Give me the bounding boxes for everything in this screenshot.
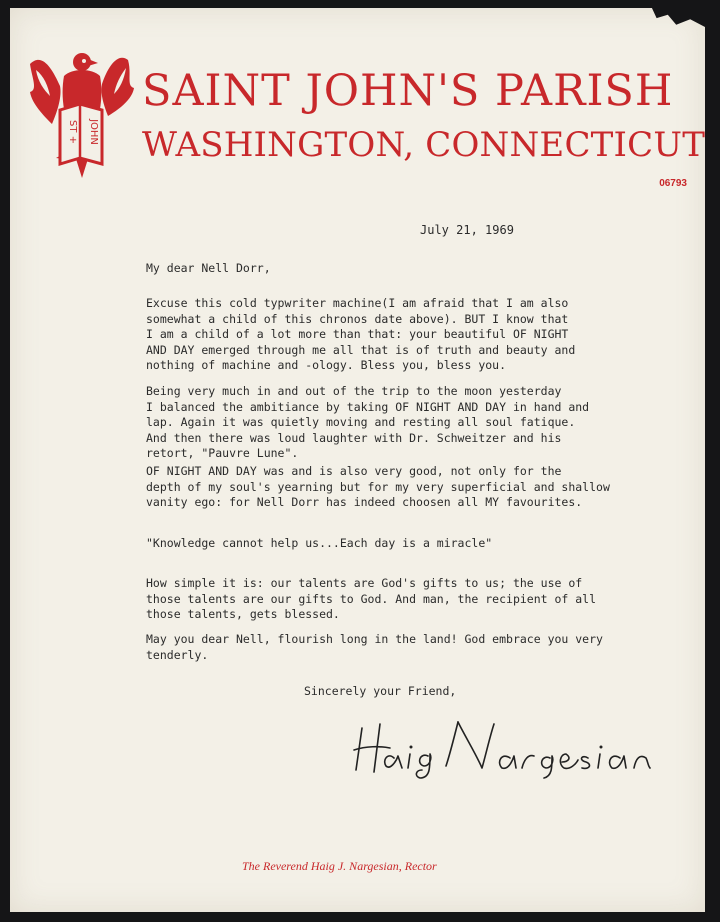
footer-rector-line: The Reverend Haig J. Nargesian, Rector [242,859,437,873]
handwritten-signature [350,714,670,780]
eagle-emblem-icon [22,46,144,181]
paragraph-4: How simple it is: our talents are God's gifts to us; the use of those talents are our gifts to God. And man, the recipient of all those talents, gets blessed. [146,576,597,621]
closing: Sincerely your Friend, [304,684,457,698]
letter-page [10,8,705,912]
emblem-book-left-text: ST + [67,119,78,145]
emblem-book-right-text: JOHN [88,119,99,145]
letterhead-title: SAINT JOHN'S PARISH [142,66,674,116]
quote: "Knowledge cannot help us...Each day is a miracle" [146,536,493,550]
paragraph-3: OF NIGHT AND DAY was and is also very good, not only for the depth of my soul's yearning but for my very superficial and shallow vanity ego: for Nell Dorr has indeed choosen all MY favourites. [146,464,610,509]
zip-code: 06793 [659,178,687,189]
salutation: My dear Nell Dorr, [146,261,271,275]
paragraph-5: May you dear Nell, flourish long in the land! God embrace you very tenderly. [146,632,603,662]
letterhead-place: WASHINGTON, CONNECTICUT [142,125,705,165]
letter-date: July 21, 1969 [420,223,514,237]
paragraph-1: Excuse this cold typwriter machine(I am afraid that I am also somewhat a child of this chronos date above). BUT I know that I am a child of a lot more than that: your beautiful OF NIGHT AND DAY emerged through me all that is of truth and beauty and nothing of machine and -ology. Bless you, bless you. [146,296,576,372]
torn-corner [651,8,705,28]
paragraph-2: Being very much in and out of the trip to the moon yesterday I balanced the ambitiance by taking OF NIGHT AND DAY in hand and lap. Again it was quietly moving and resting all soul fatique. And then there was loud laughter with Dr. Schweitzer and his retort, "Pauvre Lune". [146,384,590,460]
